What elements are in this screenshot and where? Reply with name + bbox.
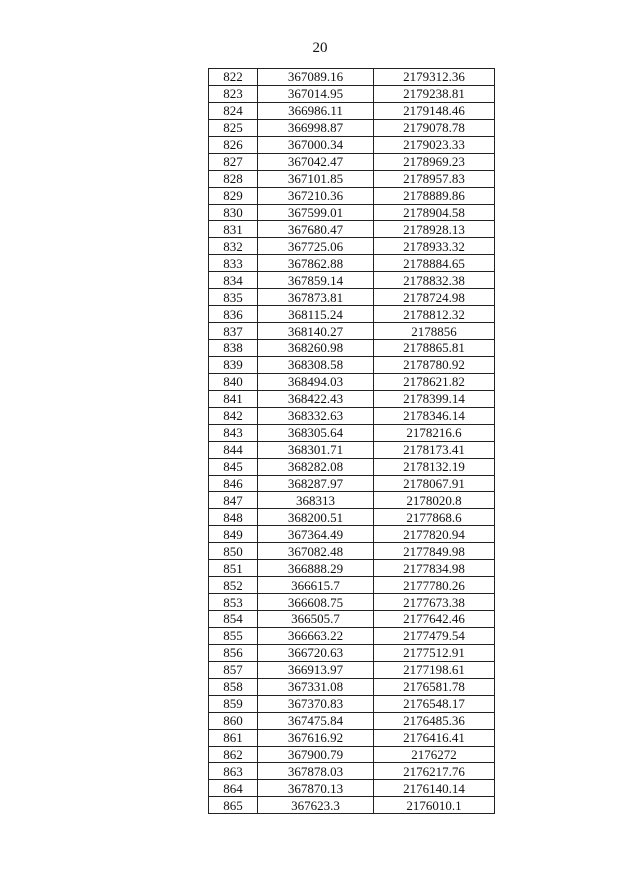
y-coordinate-cell: 2179078.78 [374,119,495,136]
x-coordinate-cell: 368260.98 [258,340,374,357]
table-row [209,560,495,577]
y-coordinate-cell: 2176217.76 [374,763,495,780]
point-number-cell: 845 [209,458,258,475]
point-number-cell: 836 [209,306,258,323]
x-coordinate-cell: 367014.95 [258,85,374,102]
x-coordinate-cell: 367859.14 [258,272,374,289]
y-coordinate-cell: 2178889.86 [374,187,495,204]
y-coordinate-cell: 2178904.58 [374,204,495,221]
y-coordinate-cell: 2178621.82 [374,373,495,390]
coordinates-table [208,68,495,814]
y-coordinate-cell: 2178933.32 [374,238,495,255]
table-row [209,306,495,323]
table-row [209,170,495,187]
x-coordinate-cell: 366615.7 [258,577,374,594]
point-number-cell: 853 [209,594,258,611]
table-row [209,644,495,661]
point-number-cell: 825 [209,119,258,136]
y-coordinate-cell: 2178216.6 [374,424,495,441]
table-row [209,492,495,509]
y-coordinate-cell: 2176548.17 [374,695,495,712]
table-row [209,577,495,594]
y-coordinate-cell: 2178346.14 [374,407,495,424]
point-number-cell: 846 [209,475,258,492]
x-coordinate-cell: 368422.43 [258,390,374,407]
x-coordinate-cell: 366608.75 [258,594,374,611]
point-number-cell: 854 [209,611,258,628]
table-row [209,475,495,492]
x-coordinate-cell: 367599.01 [258,204,374,221]
y-coordinate-cell: 2176581.78 [374,678,495,695]
table-row [209,729,495,746]
table-row [209,797,495,814]
x-coordinate-cell: 367870.13 [258,780,374,797]
x-coordinate-cell: 367873.81 [258,289,374,306]
y-coordinate-cell: 2176485.36 [374,712,495,729]
table-row [209,763,495,780]
point-number-cell: 838 [209,340,258,357]
table-row [209,221,495,238]
x-coordinate-cell: 367364.49 [258,526,374,543]
y-coordinate-cell: 2177780.26 [374,577,495,594]
point-number-cell: 863 [209,763,258,780]
x-coordinate-cell: 367616.92 [258,729,374,746]
x-coordinate-cell: 367900.79 [258,746,374,763]
point-number-cell: 827 [209,153,258,170]
y-coordinate-cell: 2178020.8 [374,492,495,509]
table-row [209,526,495,543]
x-coordinate-cell: 367082.48 [258,543,374,560]
table-row [209,695,495,712]
point-number-cell: 830 [209,204,258,221]
table-row [209,272,495,289]
point-number-cell: 832 [209,238,258,255]
point-number-cell: 849 [209,526,258,543]
table-row [209,407,495,424]
x-coordinate-cell: 367623.3 [258,797,374,814]
x-coordinate-cell: 367475.84 [258,712,374,729]
x-coordinate-cell: 367101.85 [258,170,374,187]
coordinates-table-body [209,69,495,814]
y-coordinate-cell: 2178957.83 [374,170,495,187]
y-coordinate-cell: 2177198.61 [374,661,495,678]
point-number-cell: 847 [209,492,258,509]
point-number-cell: 856 [209,644,258,661]
table-row [209,661,495,678]
x-coordinate-cell: 368494.03 [258,373,374,390]
point-number-cell: 834 [209,272,258,289]
table-row [209,340,495,357]
table-row [209,458,495,475]
y-coordinate-cell: 2177820.94 [374,526,495,543]
y-coordinate-cell: 2179148.46 [374,102,495,119]
x-coordinate-cell: 366505.7 [258,611,374,628]
table-row [209,289,495,306]
x-coordinate-cell: 368200.51 [258,509,374,526]
point-number-cell: 842 [209,407,258,424]
x-coordinate-cell: 366720.63 [258,644,374,661]
y-coordinate-cell: 2177834.98 [374,560,495,577]
point-number-cell: 828 [209,170,258,187]
y-coordinate-cell: 2176010.1 [374,797,495,814]
point-number-cell: 839 [209,356,258,373]
point-number-cell: 860 [209,712,258,729]
table-row [209,85,495,102]
point-number-cell: 835 [209,289,258,306]
table-row [209,204,495,221]
point-number-cell: 823 [209,85,258,102]
point-number-cell: 850 [209,543,258,560]
x-coordinate-cell: 367089.16 [258,69,374,86]
table-row [209,69,495,86]
point-number-cell: 833 [209,255,258,272]
table-row [209,356,495,373]
table-row [209,746,495,763]
y-coordinate-cell: 2177673.38 [374,594,495,611]
table-row [209,136,495,153]
x-coordinate-cell: 366986.11 [258,102,374,119]
x-coordinate-cell: 368115.24 [258,306,374,323]
table-row [209,255,495,272]
y-coordinate-cell: 2178812.32 [374,306,495,323]
x-coordinate-cell: 366888.29 [258,560,374,577]
point-number-cell: 831 [209,221,258,238]
point-number-cell: 826 [209,136,258,153]
point-number-cell: 865 [209,797,258,814]
x-coordinate-cell: 368287.97 [258,475,374,492]
table-row [209,611,495,628]
point-number-cell: 822 [209,69,258,86]
x-coordinate-cell: 367331.08 [258,678,374,695]
point-number-cell: 861 [209,729,258,746]
table-row [209,509,495,526]
y-coordinate-cell: 2178884.65 [374,255,495,272]
x-coordinate-cell: 366998.87 [258,119,374,136]
y-coordinate-cell: 2177868.6 [374,509,495,526]
y-coordinate-cell: 2178969.23 [374,153,495,170]
y-coordinate-cell: 2178865.81 [374,340,495,357]
y-coordinate-cell: 2179238.81 [374,85,495,102]
y-coordinate-cell: 2179312.36 [374,69,495,86]
table-row [209,594,495,611]
y-coordinate-cell: 2178173.41 [374,441,495,458]
point-number-cell: 829 [209,187,258,204]
x-coordinate-cell: 368332.63 [258,407,374,424]
table-row [209,678,495,695]
point-number-cell: 837 [209,323,258,340]
y-coordinate-cell: 2176416.41 [374,729,495,746]
point-number-cell: 824 [209,102,258,119]
x-coordinate-cell: 368301.71 [258,441,374,458]
x-coordinate-cell: 367725.06 [258,238,374,255]
table-row [209,102,495,119]
x-coordinate-cell: 367370.83 [258,695,374,712]
table-row [209,153,495,170]
y-coordinate-cell: 2178928.13 [374,221,495,238]
point-number-cell: 862 [209,746,258,763]
y-coordinate-cell: 2177479.54 [374,627,495,644]
point-number-cell: 857 [209,661,258,678]
table-row [209,238,495,255]
x-coordinate-cell: 367680.47 [258,221,374,238]
table-row [209,187,495,204]
x-coordinate-cell: 368313 [258,492,374,509]
table-row [209,712,495,729]
point-number-cell: 855 [209,627,258,644]
y-coordinate-cell: 2177849.98 [374,543,495,560]
table-row [209,390,495,407]
x-coordinate-cell: 366663.22 [258,627,374,644]
table-row [209,627,495,644]
table-row [209,119,495,136]
x-coordinate-cell: 366913.97 [258,661,374,678]
y-coordinate-cell: 2177642.46 [374,611,495,628]
point-number-cell: 844 [209,441,258,458]
x-coordinate-cell: 368308.58 [258,356,374,373]
y-coordinate-cell: 2178780.92 [374,356,495,373]
x-coordinate-cell: 368305.64 [258,424,374,441]
y-coordinate-cell: 2178399.14 [374,390,495,407]
y-coordinate-cell: 2179023.33 [374,136,495,153]
x-coordinate-cell: 367878.03 [258,763,374,780]
x-coordinate-cell: 367042.47 [258,153,374,170]
point-number-cell: 859 [209,695,258,712]
y-coordinate-cell: 2178856 [374,323,495,340]
x-coordinate-cell: 367862.88 [258,255,374,272]
y-coordinate-cell: 2177512.91 [374,644,495,661]
point-number-cell: 841 [209,390,258,407]
x-coordinate-cell: 368140.27 [258,323,374,340]
page-number: 20 [312,40,328,56]
x-coordinate-cell: 368282.08 [258,458,374,475]
x-coordinate-cell: 367210.36 [258,187,374,204]
y-coordinate-cell: 2178832.38 [374,272,495,289]
table-row [209,441,495,458]
x-coordinate-cell: 367000.34 [258,136,374,153]
table-row [209,424,495,441]
point-number-cell: 851 [209,560,258,577]
table-row [209,780,495,797]
table-row [209,543,495,560]
point-number-cell: 840 [209,373,258,390]
y-coordinate-cell: 2178067.91 [374,475,495,492]
y-coordinate-cell: 2178132.19 [374,458,495,475]
point-number-cell: 843 [209,424,258,441]
y-coordinate-cell: 2176272 [374,746,495,763]
point-number-cell: 858 [209,678,258,695]
y-coordinate-cell: 2178724.98 [374,289,495,306]
point-number-cell: 848 [209,509,258,526]
point-number-cell: 864 [209,780,258,797]
table-row [209,323,495,340]
table-row [209,373,495,390]
point-number-cell: 852 [209,577,258,594]
y-coordinate-cell: 2176140.14 [374,780,495,797]
